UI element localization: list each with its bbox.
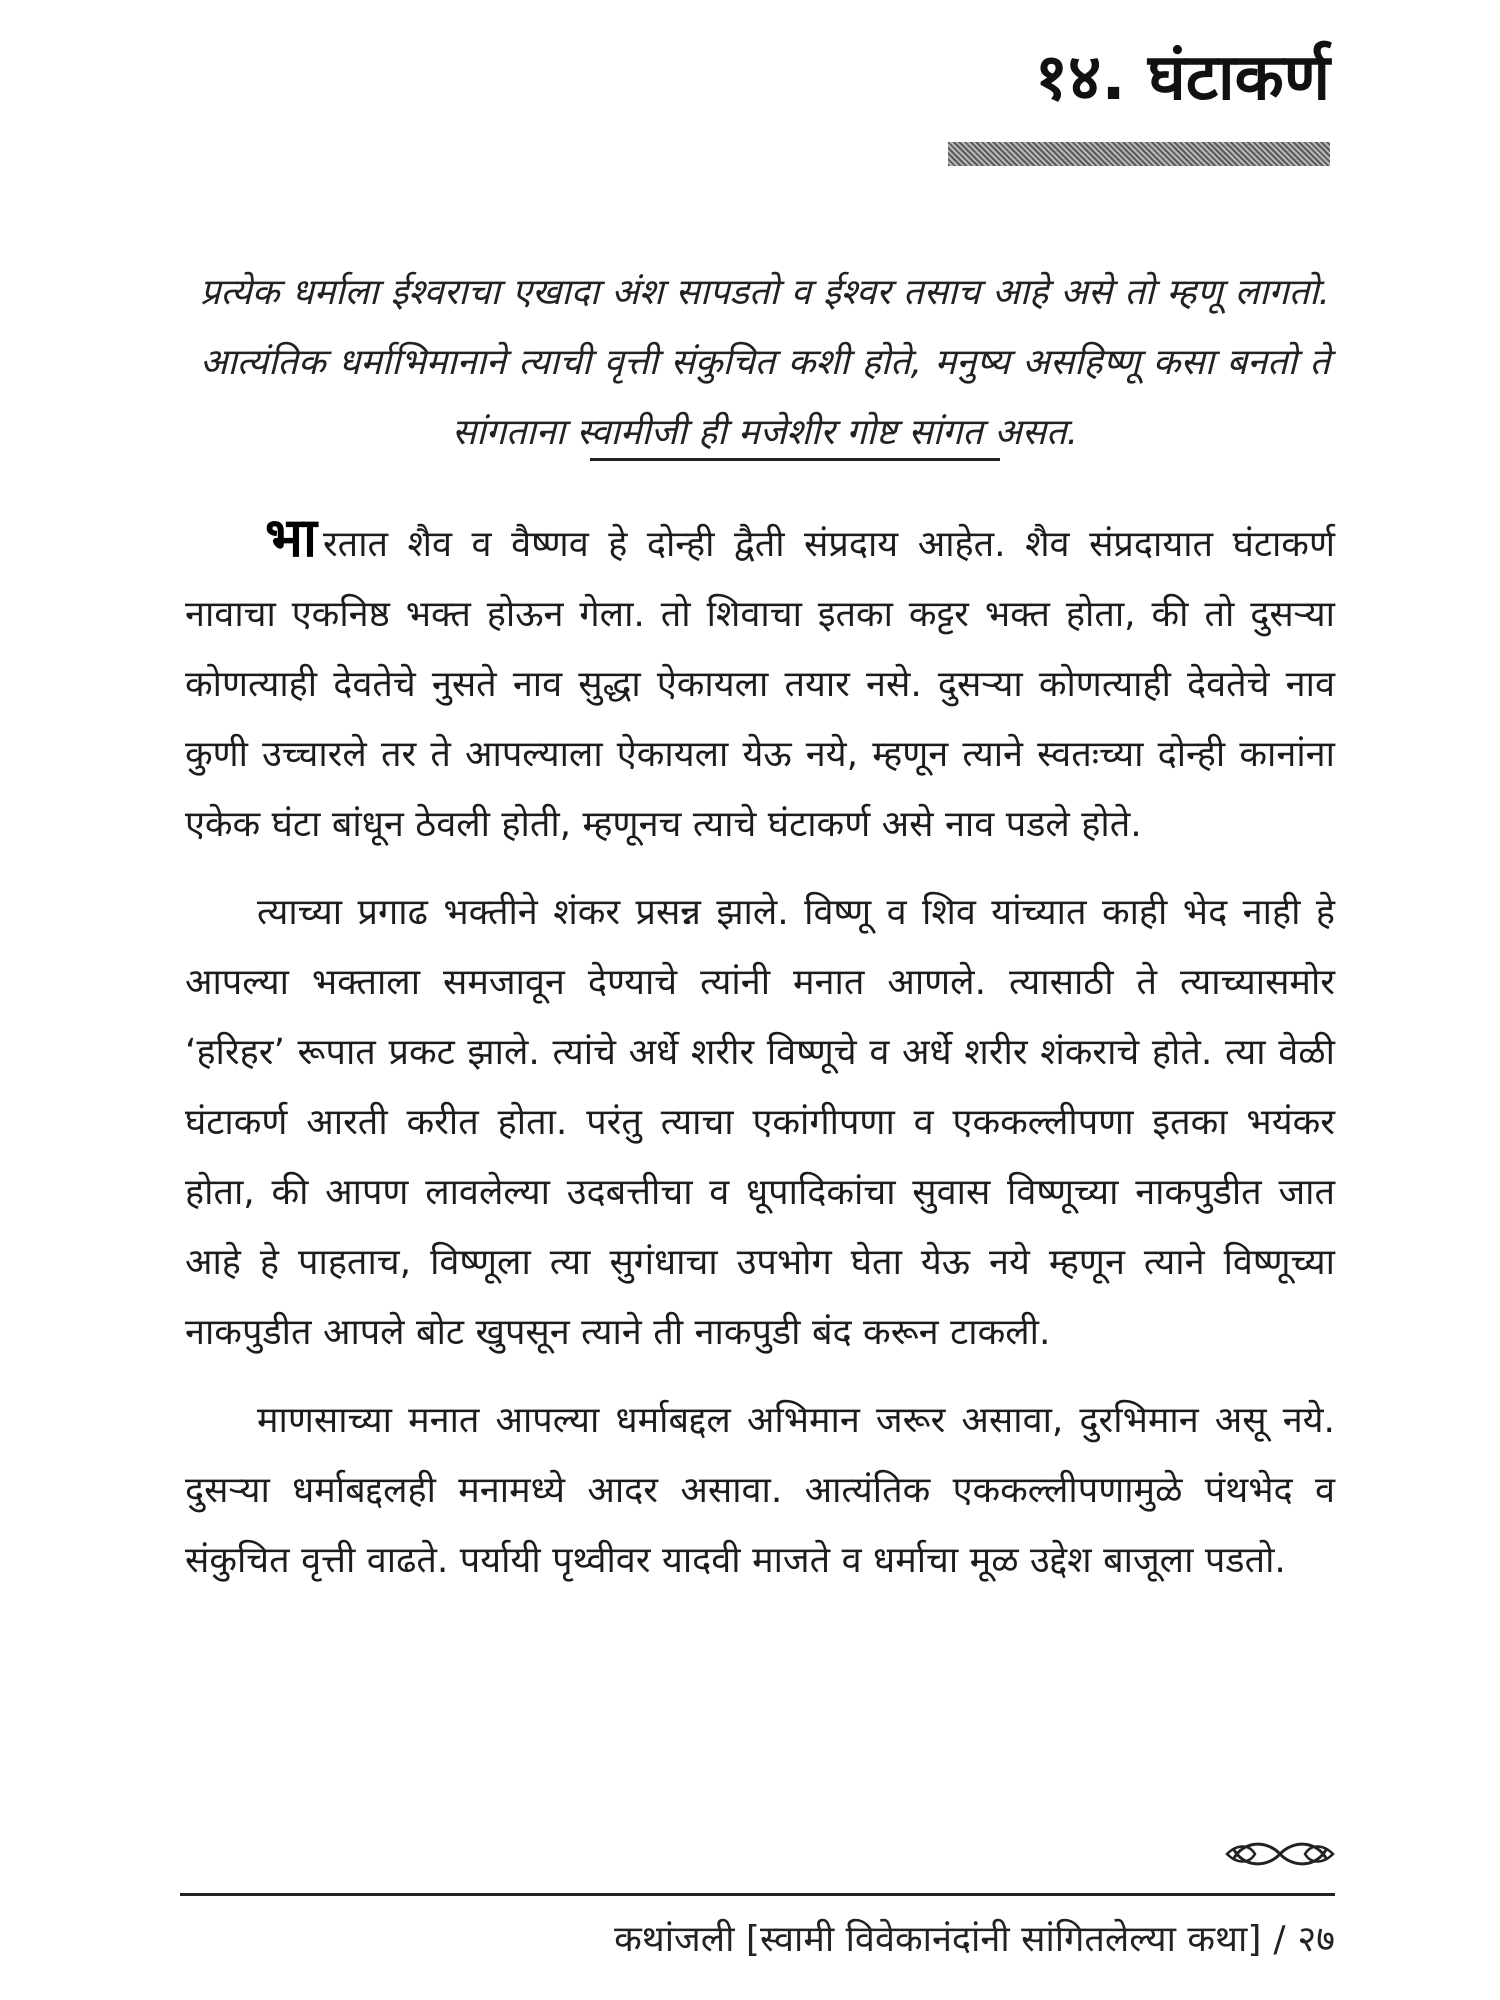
page-number: २७ xyxy=(1297,1919,1335,1960)
footer-divider xyxy=(180,1893,1335,1896)
story-paragraph-1 xyxy=(185,506,1335,860)
footer-separator: / xyxy=(1273,1919,1286,1960)
story-paragraph-3: माणसाच्या मनात आपल्या धर्माबद्दल अभिमान जरूर असावा, दुरभिमान असू नये. दुसऱ्या धर्माबद्दलही मनामध्ये आदर असावा. आत्यंतिक एककल्लीपणामुळे पंथभेद व संकुचित वृत्ती वाढते. पर्यायी पृथ्वीवर यादवी माजते व धर्माचा मूळ उद्देश बाजूला पडतो. xyxy=(185,1400,1335,1581)
page-footer xyxy=(614,1910,1335,1970)
end-ornament-icon xyxy=(1225,1830,1335,1878)
intro-divider xyxy=(590,458,1000,461)
chapter-title: १४. घंटाकर्ण xyxy=(1034,41,1330,115)
footer-book-title: कथांजली [स्वामी विवेकानंदांनी सांगितलेल्या कथा] xyxy=(614,1919,1262,1960)
story-body xyxy=(185,506,1335,1614)
title-underline-bar xyxy=(948,142,1330,166)
story-paragraph-2: त्याच्या प्रगाढ भक्तीने शंकर प्रसन्न झाले. विष्णू व शिव यांच्यात काही भेद नाही हे आपल्या भक्ताला समजावून देण्याचे त्यांनी मनात आणले. त्यासाठी ते त्याच्यासमोर ‘हरिहर’ रूपात प्रकट झाले. त्यांचे अर्धे शरीर विष्णूचे व अर्धे शरीर शंकराचे होते. त्या वेळी घंटाकर्ण आरती करीत होता. परंतु त्याचा एकांगीपणा व एककल्लीपणा इतका भयंकर होता, की आपण लावलेल्या उदबत्तीचा व धूपादिकांचा सुवास विष्णूच्या नाकपुडीत जात आहे हे पाहताच, विष्णूला त्या सुगंधाचा उपभोग घेता येऊ नये म्हणून त्याने विष्णूच्या नाकपुडीत आपले बोट खुपसून त्याने ती नाकपुडी बंद करून टाकली. xyxy=(185,892,1335,1353)
drop-cap: भा xyxy=(265,506,317,569)
paragraph-1-text: रतात शैव व वैष्णव हे दोन्ही द्वैती संप्रदाय आहेत. शैव संप्रदायात घंटाकर्ण नावाचा एकनिष्ठ भक्त होऊन गेला. तो शिवाचा इतका कट्टर भक्त होता, की तो दुसऱ्या कोणत्याही देवतेचे नुसते नाव सुद्धा ऐकायला तयार नसे. दुसऱ्या कोणत्याही देवतेचे नाव कुणी उच्चारले तर ते आपल्याला ऐकायला येऊ नये, म्हणून त्याने स्वतःच्या दोन्ही कानांना एकेक घंटा बांधून ठेवली होती, म्हणूनच त्याचे घंटाकर्ण असे नाव पडले होते. xyxy=(185,524,1335,845)
intro-paragraph: प्रत्येक धर्माला ईश्वराचा एखादा अंश सापडतो व ईश्वर तसाच आहे असे तो म्हणू लागतो. आत्यंतिक धर्माभिमानाने त्याची वृत्ती संकुचित कशी होते, मनुष्य असहिष्णू कसा बनतो ते सांगताना स्वामीजी ही मजेशीर गोष्ट सांगत असत. xyxy=(200,272,1330,453)
